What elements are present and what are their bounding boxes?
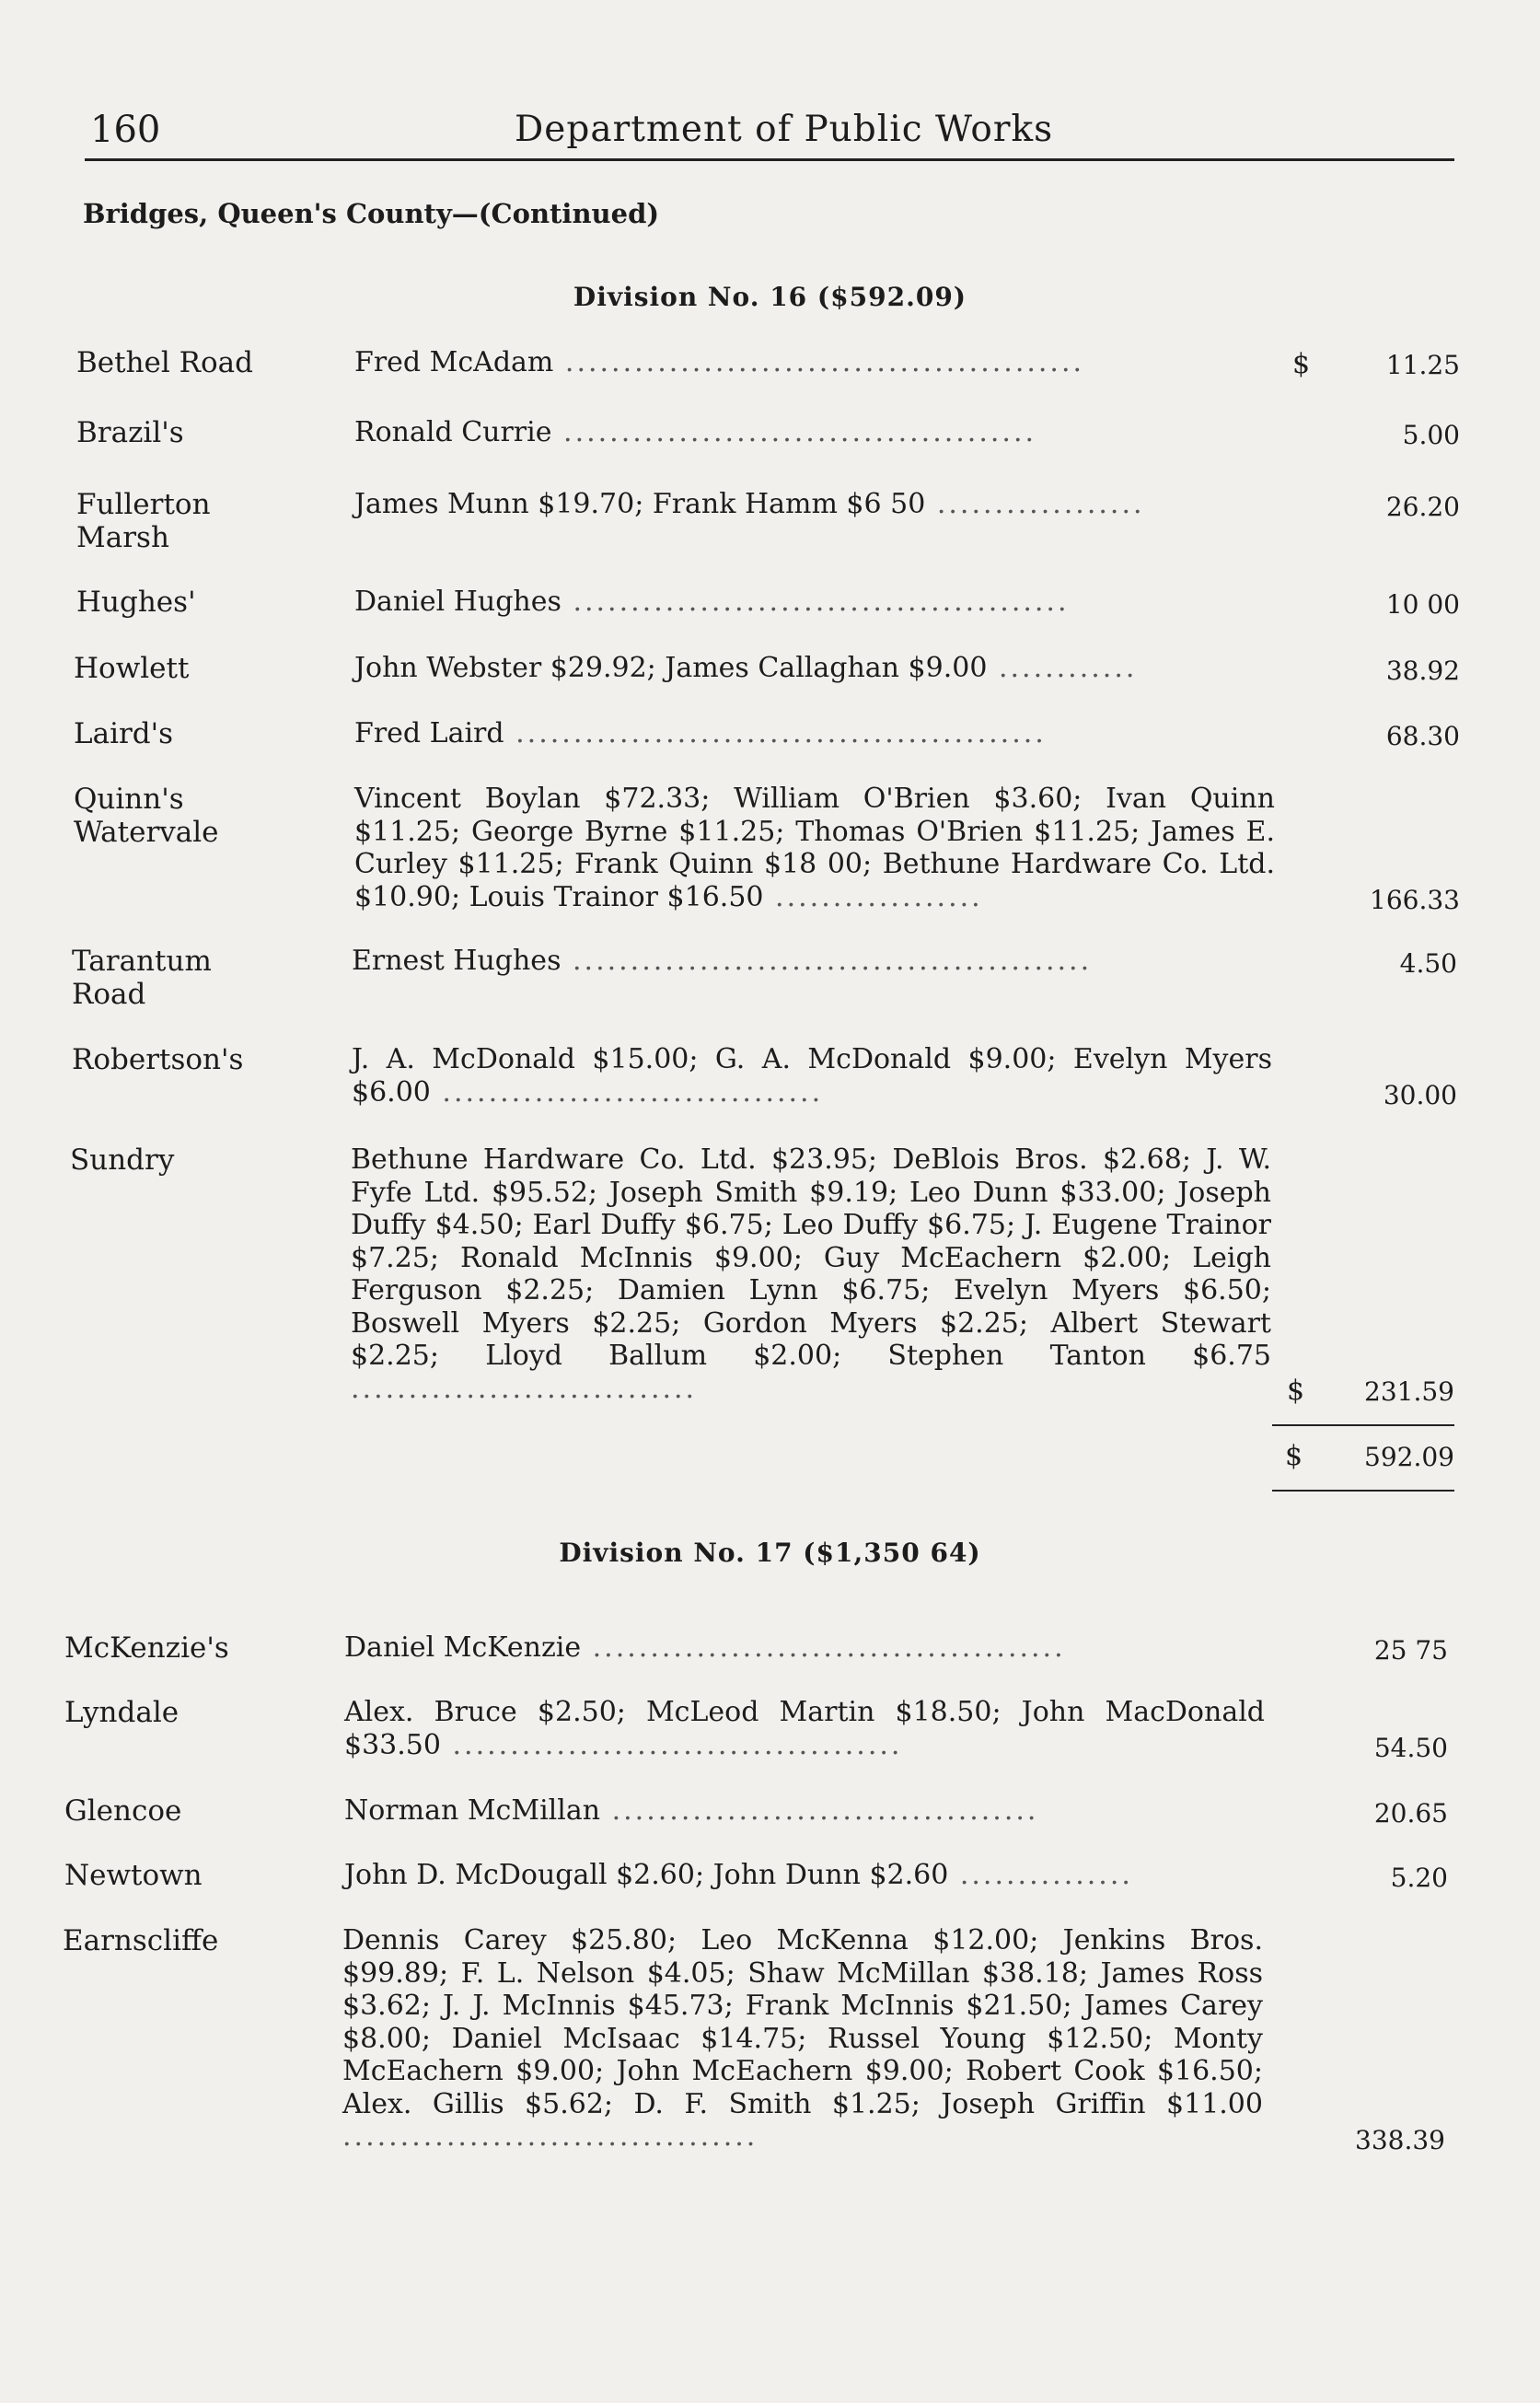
entry-description: Alex. Bruce $2.50; McLeod Martin $18.50; John MacDonald $33.50 ....................................... — [344, 1696, 1265, 1761]
division-heading: Division No. 17 ($1,350 64) — [559, 1538, 981, 1568]
location-label: Laird's — [74, 717, 174, 750]
entry-amount: 20.65 — [1373, 1798, 1448, 1828]
entry-description: Norman McMillan ..................................... — [344, 1794, 1039, 1827]
entry-description: Daniel McKenzie ......................................... — [344, 1631, 1066, 1664]
entry-amount: 5.00 — [1402, 420, 1460, 450]
entry-description: Daniel Hughes ........................................... — [354, 586, 1070, 618]
location-label: Robertson's — [72, 1043, 244, 1076]
entry-amount: 26.20 — [1385, 492, 1460, 522]
entry-description: Ronald Currie ......................................... — [354, 416, 1037, 448]
header-rule — [85, 158, 1454, 161]
entry-amount: 11.25 — [1385, 350, 1460, 380]
entry-amount: 10 00 — [1385, 589, 1460, 620]
entry-description: John Webster $29.92; James Callaghan $9.00 ............ — [354, 652, 1138, 684]
total-dollar-sign: $ — [1285, 1440, 1303, 1472]
entry-description: Ernest Hughes ............................................. — [352, 945, 1093, 977]
location-label: Fullerton Marsh — [76, 488, 211, 554]
location-label: Earnscliffe — [63, 1924, 219, 1957]
entry-amount: 5.20 — [1390, 1863, 1448, 1893]
page-header — [85, 109, 1454, 164]
entry-amount: 166.33 — [1370, 885, 1460, 915]
location-label: Brazil's — [76, 416, 184, 449]
entry-amount: 38.92 — [1385, 656, 1460, 686]
total-rule — [1272, 1424, 1454, 1426]
entry-amount: 338.39 — [1355, 2125, 1445, 2155]
section-title: Bridges, Queen's County—(Continued) — [83, 198, 660, 229]
entry-description: Vincent Boylan $72.33; William O'Brien $3.60; Ivan Quinn $11.25; George Byrne $11.25; Thomas O'Brien $11.25; James E. Curley $11.25; Frank Quinn $18 00; Bethune Hardware Co. Ltd. $10.90; Louis Trainor $16.50 .................. — [354, 783, 1275, 913]
location-label: Quinn's Watervale — [74, 783, 219, 849]
location-label: Glencoe — [64, 1794, 182, 1828]
location-label: Bethel Road — [76, 346, 253, 379]
entry-amount: 54.50 — [1373, 1733, 1448, 1763]
entry-description: James Munn $19.70; Frank Hamm $6 50 .................. — [354, 488, 1145, 520]
location-label: Tarantum Road — [72, 945, 212, 1011]
location-label: Howlett — [74, 652, 190, 685]
location-label: McKenzie's — [64, 1631, 229, 1665]
entry-amount: 30.00 — [1383, 1080, 1457, 1110]
location-label: Sundry — [70, 1143, 175, 1177]
division-heading: Division No. 16 ($592.09) — [573, 282, 967, 312]
entry-amount: 68.30 — [1385, 721, 1460, 751]
dollar-sign: $ — [1292, 348, 1311, 380]
location-label: Lyndale — [64, 1696, 179, 1729]
entry-description: Fred Laird .............................................. — [354, 717, 1047, 749]
location-label: Hughes' — [76, 586, 196, 619]
division-total: 592.09 — [1364, 1442, 1454, 1472]
entry-description: John D. McDougall $2.60; John Dunn $2.60 ............... — [344, 1859, 1133, 1891]
entry-description: Bethune Hardware Co. Ltd. $23.95; DeBlois Bros. $2.68; J. W. Fyfe Ltd. $95.52; Joseph Smith $9.19; Leo Dunn $33.00; Joseph Duffy $4.50; Earl Duffy $6.75; Leo Duffy $6.75; J. Eugene Trainor $7.25; Ronald McInnis $9.00; Guy McEachern $2.00; Leigh Ferguson $2.25; Damien Lynn $6.75; Evelyn Myers $6.50; Boswell Myers $2.25; Gordon Myers $2.25; Albert Stewart $2.25; Lloyd Ballum $2.00; Stephen Tanton $6.75 .............................. — [351, 1143, 1271, 1405]
page-number: 160 — [90, 109, 161, 151]
entry-amount: 4.50 — [1399, 948, 1457, 979]
entry-description: J. A. McDonald $15.00; G. A. McDonald $9.00; Evelyn Myers $6.00 ................................. — [352, 1043, 1272, 1109]
total-underline — [1272, 1490, 1454, 1492]
entry-amount: 231.59 — [1364, 1376, 1454, 1407]
entry-description: Dennis Carey $25.80; Leo McKenna $12.00; Jenkins Bros. $99.89; F. L. Nelson $4.05; Shaw McMillan $38.18; James Ross $3.62; J. J. McInnis $45.73; Frank McInnis $21.50; James Carey $8.00; Daniel McIsaac $14.75; Russel Young $12.50; Monty McEachern $9.00; John McEachern $9.00; Robert Cook $16.50; Alex. Gillis $5.62; D. F. Smith $1.25; Joseph Griffin $11.00 .................................... — [342, 1924, 1263, 2153]
running-title: Department of Public Works — [515, 109, 1054, 150]
entry-amount: 25 75 — [1373, 1635, 1448, 1666]
dollar-sign: $ — [1287, 1375, 1305, 1407]
entry-description: Fred McAdam ............................................. — [354, 346, 1085, 378]
location-label: Newtown — [64, 1859, 203, 1892]
